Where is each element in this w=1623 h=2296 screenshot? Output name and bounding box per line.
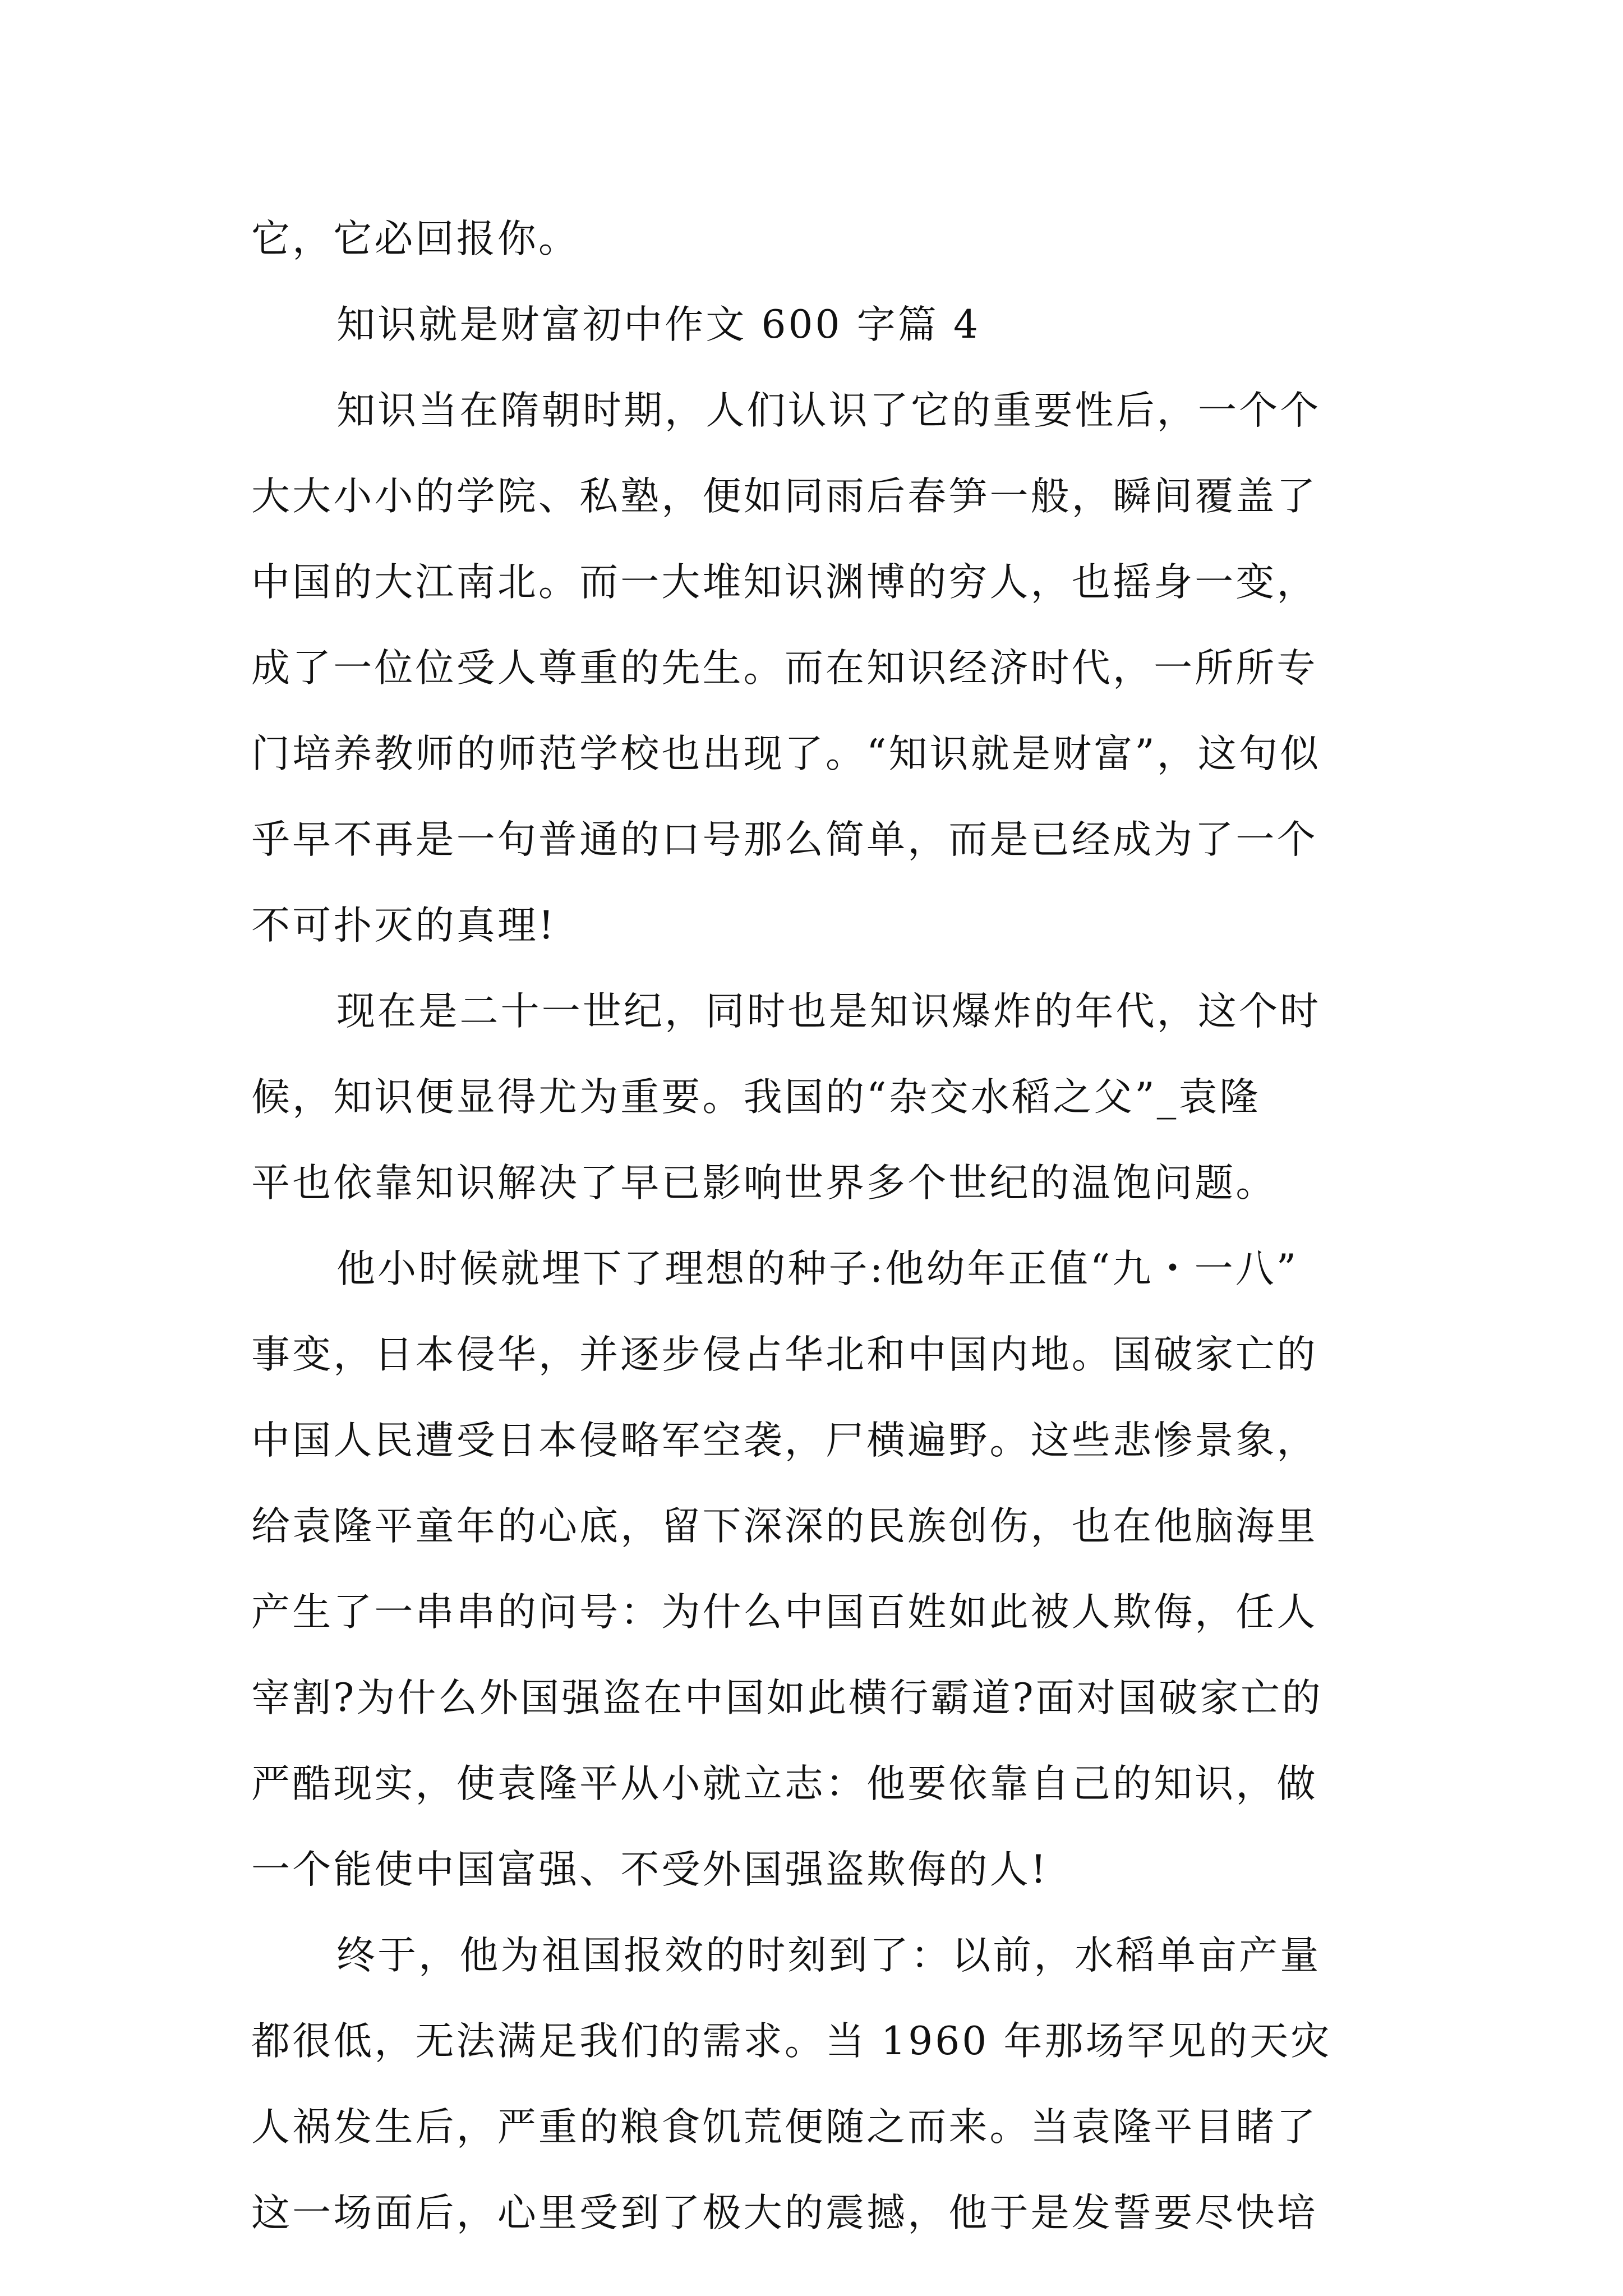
document-body (251, 196, 1373, 2256)
text-line: 人祸发生后，严重的粮食饥荒便随之而来。当袁隆平目睹了 (251, 2105, 1318, 2150)
text-line: 都很低，无法满足我们的需求。当 1960 年那场罕见的天灾 (251, 2019, 1332, 2064)
text-line: 不可扑灭的真理! (251, 903, 556, 948)
text-line: 事变，日本侵华，并逐步侵占华北和中国内地。国破家亡的 (251, 1332, 1318, 1377)
text-line: 知识当在隋朝时期，人们认识了它的重要性后，一个个 (336, 388, 1321, 433)
text-line: 现在是二十一世纪，同时也是知识爆炸的年代，这个时 (336, 989, 1321, 1034)
text-line: 宰割?为什么外国强盗在中国如此横行霸道?面对国破家亡的 (251, 1676, 1323, 1720)
text-line: 给袁隆平童年的心底，留下深深的民族创伤，也在他脑海里 (251, 1504, 1318, 1549)
text-line: 一个能使中国富强、不受外国强盗欺侮的人! (251, 1847, 1049, 1892)
text-line: 终于，他为祖国报效的时刻到了：以前，水稻单亩产量 (336, 1933, 1321, 1978)
text-line: 他小时候就埋下了理想的种子:他幼年正值“九・一八” (336, 1246, 1299, 1291)
text-line: 它，它必回报你。 (251, 217, 580, 261)
text-line: 产生了一串串的问号：为什么中国百姓如此被人欺侮，任人 (251, 1590, 1318, 1635)
text-line: 候，知识便显得尤为重要。我国的“杂交水稻之父”_袁隆 (251, 1075, 1261, 1120)
section-heading: 知识就是财富初中作文 600 字篇 4 (336, 302, 981, 347)
text-line: 中国的大江南北。而一大堆知识渊博的穷人，也摇身一变， (251, 560, 1318, 605)
text-line: 大大小小的学院、私塾，便如同雨后春笋一般，瞬间覆盖了 (251, 474, 1318, 519)
text-line: 乎早不再是一句普通的口号那么简单，而是已经成为了一个 (251, 817, 1318, 862)
text-line: 平也依靠知识解决了早已影响世界多个世纪的温饱问题。 (251, 1161, 1277, 1205)
text-line: 成了一位位受人尊重的先生。而在知识经济时代，一所所专 (251, 646, 1318, 691)
text-line: 门培养教师的师范学校也出现了。“知识就是财富”，这句似 (251, 731, 1321, 776)
text-line: 这一场面后，心里受到了极大的震撼，他于是发誓要尽快培 (251, 2191, 1318, 2235)
text-line: 严酷现实，使袁隆平从小就立志：他要依靠自己的知识，做 (251, 1761, 1318, 1806)
text-line: 中国人民遭受日本侵略军空袭，尸横遍野。这些悲惨景象， (251, 1418, 1318, 1463)
